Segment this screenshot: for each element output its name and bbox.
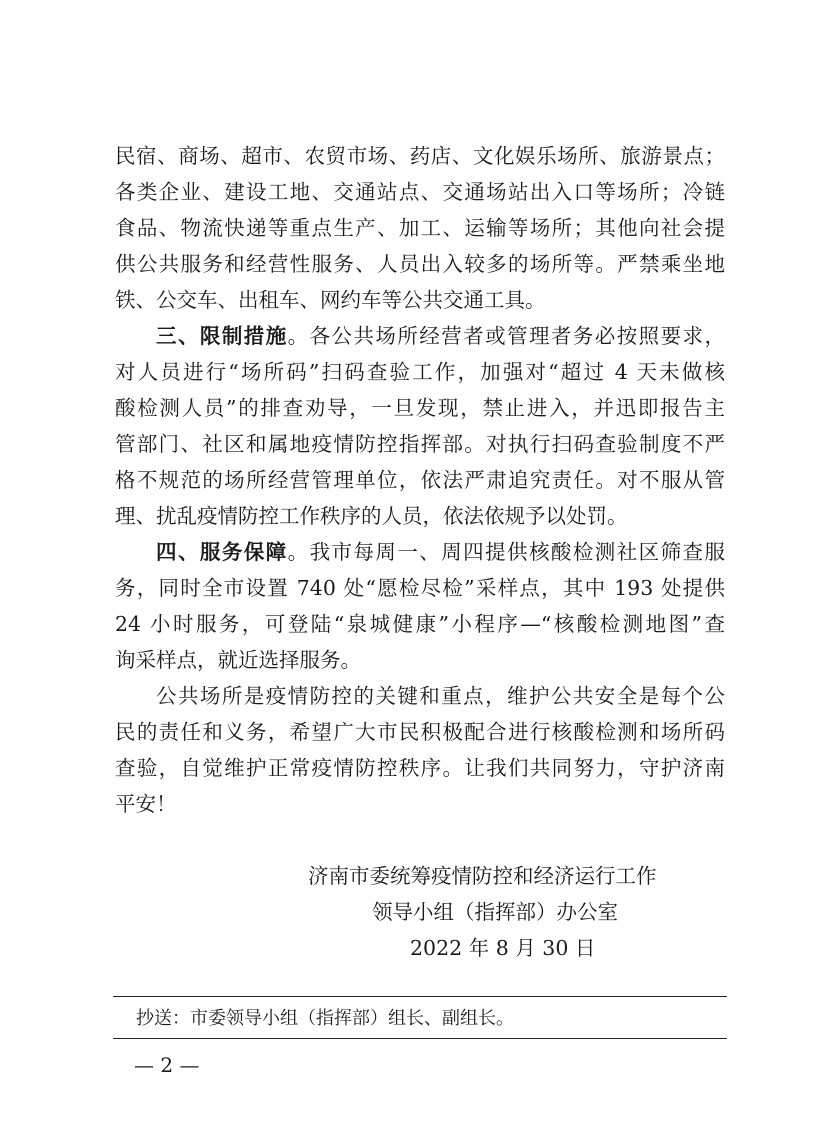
body-line: 民宿、商场、超市、农贸市场、药店、文化娱乐场所、旅游景点；: [115, 144, 725, 168]
signature-org-line2: 领导小组（指挥部）办公室: [372, 900, 618, 924]
body-line: 各类企业、建设工地、交通站点、交通场站出入口等场所；冷链: [115, 180, 725, 204]
cc-bottom-rule: [113, 1038, 727, 1039]
section-line-restrictions: [156, 326, 725, 347]
section-heading-restrictions: 三、限制措施: [156, 324, 288, 348]
body-line: 民的责任和义务，希望广大市民积极配合进行核酸检测和场所码: [115, 720, 725, 744]
section-line-service: [156, 542, 725, 563]
body-line: 管部门、社区和属地疫情防控指挥部。对执行扫码查验制度不严: [115, 432, 725, 456]
body-text: 。各公共场所经营者或管理者务必按照要求，: [287, 324, 725, 348]
body-line: 铁、公交车、出租车、网约车等公共交通工具。: [115, 288, 546, 312]
cc-top-rule: [113, 996, 727, 997]
body-line: 供公共服务和经营性服务、人员出入较多的场所等。严禁乘坐地: [115, 252, 725, 276]
signature-date: 2022 年 8 月 30 日: [410, 936, 596, 960]
body-line: 公共场所是疫情防控的关键和重点，维护公共安全是每个公: [156, 684, 725, 708]
body-line: 24 小时服务，可登陆“泉城健康”小程序—“核酸检测地图”查: [115, 612, 725, 636]
body-line: 询采样点，就近选择服务。: [115, 648, 361, 672]
body-line: 对人员进行“场所码”扫码查验工作，加强对“超过 4 天未做核: [115, 360, 725, 384]
body-line: 务，同时全市设置 740 处“愿检尽检”采样点，其中 193 处提供: [115, 576, 725, 600]
section-heading-service: 四、服务保障: [156, 540, 288, 564]
page-number: — 2 —: [134, 1053, 200, 1077]
body-line: 格不规范的场所经营管理单位，依法严肃追究责任。对不服从管: [115, 468, 725, 492]
cc-line: 抄送：市委领导小组（指挥部）组长、副组长。: [136, 1008, 514, 1029]
body-line: 食品、物流快递等重点生产、加工、运输等场所；其他向社会提: [115, 216, 725, 240]
signature-org-line1: 济南市委统筹疫情防控和经济运行工作: [308, 864, 657, 888]
body-line: 酸检测人员”的排查劝导，一旦发现，禁止进入，并迅即报告主: [115, 396, 725, 420]
body-text: 。我市每周一、周四提供核酸检测社区筛查服: [287, 540, 725, 564]
body-line: 理、扰乱疫情防控工作秩序的人员，依法依规予以处罚。: [115, 504, 628, 528]
body-line: 平安！: [115, 792, 177, 816]
body-line: 查验，自觉维护正常疫情防控秩序。让我们共同努力，守护济南: [115, 756, 725, 780]
